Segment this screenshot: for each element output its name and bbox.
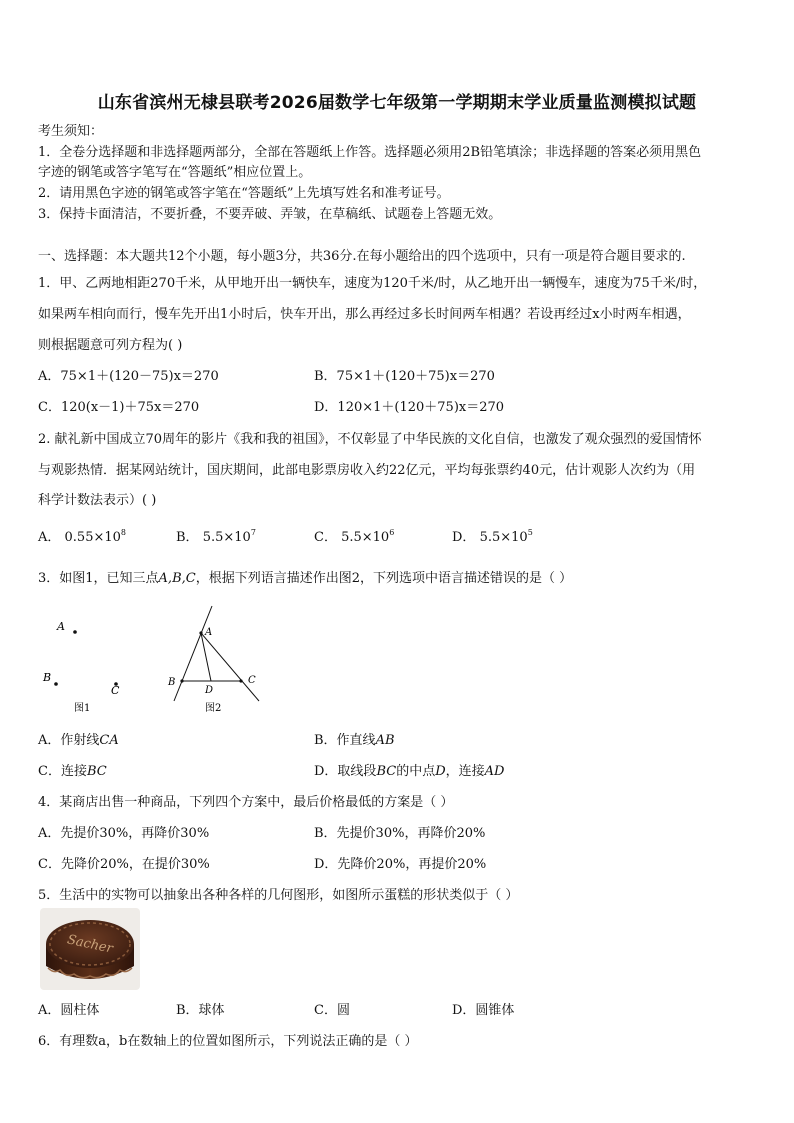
option-text: C．连接 bbox=[38, 764, 87, 779]
fig2-caption: 图2 bbox=[205, 703, 222, 714]
option-text: 的中点 bbox=[396, 764, 436, 779]
q1-stem-line: 则根据题意可列方程为( ) bbox=[38, 338, 183, 353]
option-math: BC bbox=[86, 764, 107, 779]
q2-stem-line: 科学计数法表示）( ) bbox=[38, 493, 157, 508]
section-heading: 一、选择题：本大题共12个小题，每小题3分，共36分.在每小题给出的四个选项中，只有一项是符合题目要求的. bbox=[38, 249, 686, 264]
notice-item: 字迹的钢笔或答字笔写在“答题纸”相应位置上。 bbox=[38, 165, 312, 180]
option-exponent: 8 bbox=[120, 528, 127, 537]
fig2-point-b bbox=[180, 679, 183, 682]
page-title: 山东省滨州无棣县联考2026届数学七年级第一学期期末学业质量监测模拟试题 bbox=[97, 93, 697, 113]
q6-stem: 6．有理数a，b在数轴上的位置如图所示，下列说法正确的是（ ） bbox=[38, 1034, 418, 1049]
q2-stem-line: 与观影热情．据某网站统计，国庆期间，此部电影票房收入约22亿元，平均每张票约40元，估计观影人次约为（用 bbox=[38, 463, 696, 478]
option-math: CA bbox=[99, 733, 119, 748]
option-letter: A． bbox=[38, 530, 61, 545]
notice-item: 2．请用黑色字迹的钢笔或答字笔在“答题纸”上先填写姓名和准考证号。 bbox=[38, 186, 450, 201]
q4-option-d[interactable]: D．先降价20%，再提价20% bbox=[314, 857, 487, 872]
option-math: AB bbox=[375, 733, 395, 748]
option-math: D bbox=[435, 764, 446, 779]
q1-option-b[interactable]: B．75×1＋(120＋75)x＝270 bbox=[314, 369, 495, 384]
option-text: B．作直线 bbox=[314, 733, 376, 748]
option-text: A．作射线 bbox=[38, 733, 100, 748]
q3-option-b[interactable] bbox=[314, 729, 395, 748]
q2-option-b[interactable] bbox=[176, 526, 256, 545]
q3-points: A,B,C bbox=[158, 571, 196, 586]
q4-option-a[interactable]: A．先提价30%，再降价30% bbox=[38, 826, 210, 841]
option-text: D．取线段 bbox=[314, 764, 377, 779]
q1-option-d[interactable]: D．120×1＋(120＋75)x＝270 bbox=[314, 400, 505, 415]
q2-option-a[interactable] bbox=[38, 526, 126, 545]
fig1-point-a bbox=[73, 630, 77, 634]
option-exponent: 7 bbox=[250, 528, 256, 537]
q3-option-a[interactable] bbox=[38, 729, 119, 748]
q5-option-d[interactable]: D．圆锥体 bbox=[452, 1003, 515, 1018]
option-value: 5.5×10 bbox=[202, 530, 251, 545]
fig2-label-d: D bbox=[205, 685, 214, 696]
fig2-label-b: B bbox=[168, 677, 176, 688]
q1-stem-line: 如果两车相向而行，慢车先开出1小时后，快车开出，那么再经过多长时间两车相遇？若设再经过x小时两车相遇， bbox=[38, 307, 691, 322]
option-exponent: 5 bbox=[527, 528, 533, 537]
cake-image bbox=[40, 908, 140, 990]
option-exponent: 6 bbox=[389, 528, 395, 537]
q2-stem-line: 2. 献礼新中国成立70周年的影片《我和我的祖国》，不仅彰显了中华民族的文化自信，也激发了观众强烈的爱国情怀 bbox=[38, 432, 702, 447]
q4-option-b[interactable]: B．先提价30%，再降价20% bbox=[314, 826, 486, 841]
q5-option-c[interactable]: C．圆 bbox=[314, 1003, 350, 1018]
option-letter: D． bbox=[452, 530, 476, 545]
q1-option-c[interactable]: C．120(x－1)＋75x＝270 bbox=[38, 400, 200, 415]
option-value: 0.55×10 bbox=[64, 530, 121, 545]
fig1-label-b: B bbox=[43, 671, 52, 684]
q5-stem: 5．生活中的实物可以抽象出各种各样的几何图形，如图所示蛋糕的形状类似于（ ） bbox=[38, 888, 519, 903]
notice-item: 3．保持卡面清洁，不要折叠，不要弄破、弄皱，在草稿纸、试题卷上答题无效。 bbox=[38, 207, 502, 222]
q1-option-a[interactable]: A．75×1＋(120－75)x＝270 bbox=[38, 369, 219, 384]
notice-item: 1．全卷分选择题和非选择题两部分，全部在答题纸上作答。选择题必须用2B铅笔填涂；非选择题的答案必须用黑色 bbox=[38, 145, 702, 160]
fig1-caption: 图1 bbox=[74, 703, 91, 714]
q3-option-d[interactable] bbox=[314, 760, 504, 779]
fig2-label-c: C bbox=[248, 675, 256, 686]
option-text: ，连接 bbox=[445, 764, 485, 779]
option-math: AD bbox=[484, 764, 505, 779]
fig2-point-c bbox=[239, 679, 242, 682]
cake-inscription: Sacher bbox=[65, 932, 115, 957]
q2-option-d[interactable] bbox=[452, 526, 533, 545]
q3-figure-2 bbox=[160, 604, 270, 718]
q5-option-b[interactable]: B．球体 bbox=[176, 1003, 225, 1018]
option-math: BC bbox=[376, 764, 397, 779]
q4-option-c[interactable]: C．先降价20%，在提价30% bbox=[38, 857, 210, 872]
fig2-label-a: A bbox=[205, 627, 213, 638]
q3-stem bbox=[38, 567, 572, 586]
fig2-segment-ad bbox=[201, 633, 211, 681]
fig1-label-c: C bbox=[111, 684, 120, 697]
q3-stem-text: 3．如图1，已知三点 bbox=[38, 571, 159, 586]
notice-heading: 考生须知： bbox=[38, 124, 104, 139]
q3-stem-text: ，根据下列语言描述作出图2，下列选项中语言描述错误的是（ ） bbox=[195, 571, 573, 586]
fig1-point-b bbox=[54, 682, 58, 686]
option-value: 5.5×10 bbox=[479, 530, 528, 545]
q5-option-a[interactable]: A．圆柱体 bbox=[38, 1003, 100, 1018]
fig1-label-a: A bbox=[57, 620, 65, 633]
q3-figure-1 bbox=[36, 606, 146, 718]
option-value: 5.5×10 bbox=[341, 530, 390, 545]
q2-option-c[interactable] bbox=[314, 526, 394, 545]
fig2-point-a bbox=[199, 631, 202, 634]
option-letter: B． bbox=[176, 530, 199, 545]
q4-stem: 4．某商店出售一种商品，下列四个方案中，最后价格最低的方案是（ ） bbox=[38, 795, 454, 810]
q3-option-c[interactable] bbox=[38, 760, 107, 779]
q1-stem-line: 1．甲、乙两地相距270千米，从甲地开出一辆快车，速度为120千米/时，从乙地开出一辆慢车，速度为75千米/时， bbox=[38, 276, 707, 291]
option-letter: C． bbox=[314, 530, 337, 545]
